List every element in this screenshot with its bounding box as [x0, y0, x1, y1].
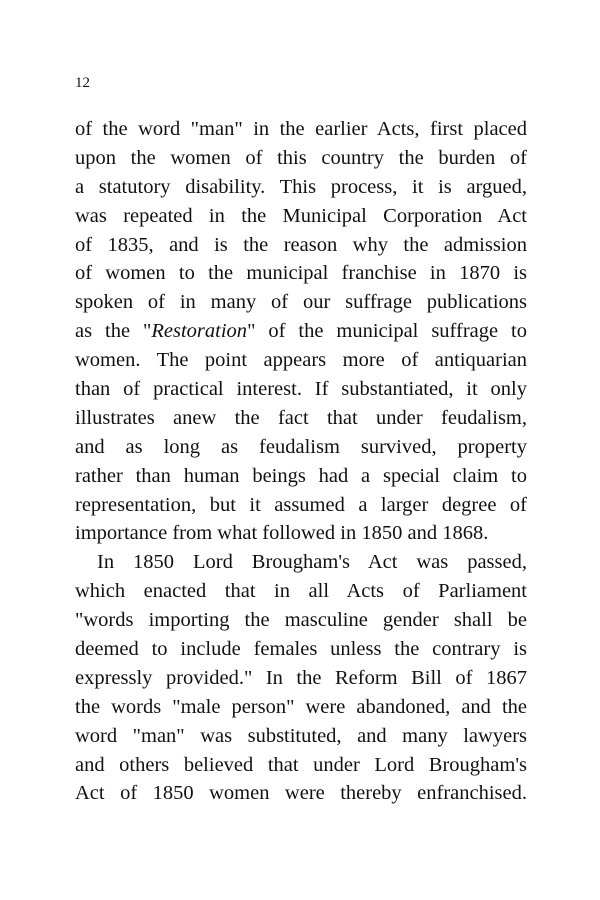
text-line: importance from what followed in 1850 and 1868.: [75, 522, 489, 545]
text-line: rather than human beings had a special claim to: [75, 464, 527, 487]
text-line: of women to the municipal franchise in 1870 is: [75, 262, 527, 285]
text-line: the words "male person" were abandoned, and the: [75, 695, 527, 718]
italic-text: Restoration: [151, 320, 248, 343]
text-line: illustrates anew the fact that under feudalism,: [75, 406, 527, 429]
text-segment: as the ": [75, 320, 152, 343]
text-line: word "man" was substituted, and many lawyers: [75, 724, 527, 747]
text-line: expressly provided." In the Reform Bill of 1867: [75, 666, 527, 689]
text-line: than of practical interest. If substantiated, it only: [75, 378, 527, 401]
text-line: spoken of in many of our suffrage publications: [75, 291, 527, 314]
paragraph: [75, 548, 527, 808]
text-line: [75, 317, 527, 346]
text-line: deemed to include females unless the contrary is: [75, 638, 527, 661]
text-line: a statutory disability. This process, it is argued,: [75, 175, 527, 198]
text-line: upon the women of this country the burden of: [75, 146, 527, 169]
text-line: women. The point appears more of antiquarian: [75, 349, 527, 372]
text-line: of the word "man" in the earlier Acts, first placed: [75, 118, 527, 140]
text-line: In 1850 Lord Brougham's Act was passed,: [97, 551, 527, 574]
text-line: and others believed that under Lord Brougham's: [75, 753, 527, 776]
text-line: which enacted that in all Acts of Parliament: [75, 580, 527, 603]
page-number: 12: [75, 75, 90, 91]
text-line: was repeated in the Municipal Corporation Act: [75, 204, 527, 227]
text-line: "words importing the masculine gender shall be: [75, 609, 527, 632]
text-segment: " of the municipal suffrage to: [247, 320, 527, 343]
text-line: Act of 1850 women were thereby enfranchised.: [75, 782, 527, 805]
text-line: representation, but it assumed a larger degree of: [75, 493, 527, 516]
paragraph: [75, 115, 527, 548]
body-text: [75, 115, 527, 808]
text-line: of 1835, and is the reason why the admission: [75, 233, 527, 256]
text-line: and as long as feudalism survived, property: [75, 435, 527, 458]
